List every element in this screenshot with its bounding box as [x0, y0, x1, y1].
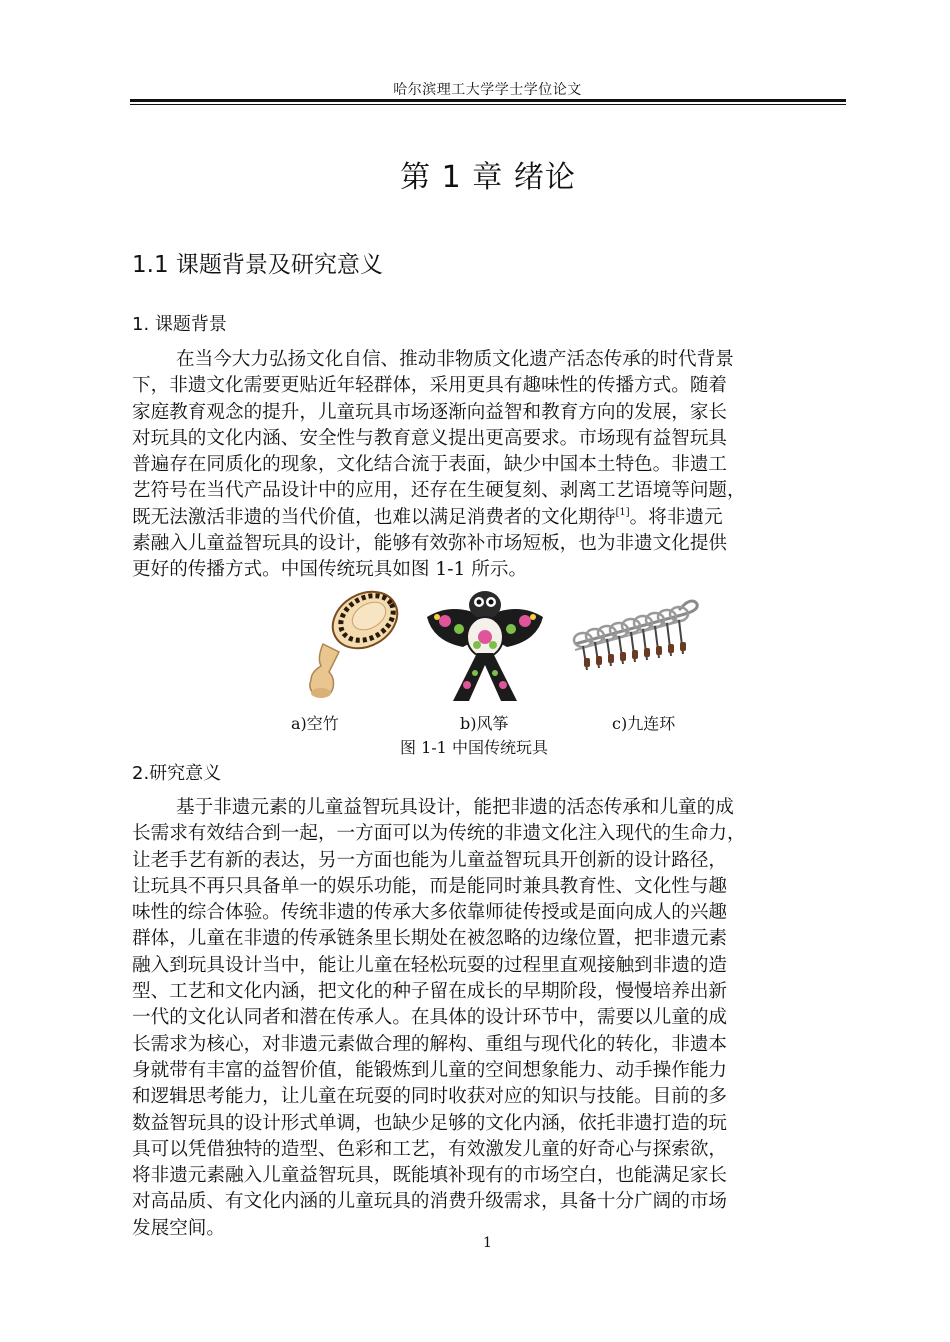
paragraph-line-tail: 。将非遗元 [629, 506, 723, 528]
diabolo-image [293, 580, 409, 702]
page-number: 1 [483, 1235, 492, 1251]
paragraph-line: 下，非遗文化需要更贴近年轻群体，采用更具有趣味性的传播方式。随着 [132, 375, 728, 397]
paragraph-line: 融入到玩具设计当中，能让儿童在轻松玩耍的过程里直观接触到非遗的造 [132, 954, 728, 976]
paragraph-line: 长需求为核心，对非遗元素做合理的解构、重组与现代化的转化，非遗本 [132, 1033, 728, 1055]
paragraph-line: 家庭教育观念的提升，儿童玩具市场逐渐向益智和教育方向的发展，家长 [132, 401, 728, 423]
caption-nine-linked-rings: c)九连环 [612, 714, 676, 733]
running-header: 哈尔滨理工大学学士学位论文 [393, 82, 582, 98]
paragraph-line: 身就带有丰富的益智价值，能锻炼到儿童的空间想象能力、动手操作能力 [132, 1059, 728, 1081]
paragraph-line: 型、工艺和文化内涵，把文化的种子留在成长的早期阶段，慢慢培养出新 [132, 981, 728, 1003]
paragraph-line: 发展空间。 [132, 1217, 225, 1239]
caption-diabolo: a)空竹 [291, 714, 339, 733]
paragraph-line: 将非遗元素融入儿童益智玩具，既能填补现有的市场空白，也能满足家长 [132, 1165, 728, 1187]
significance-heading: 2.研究意义 [132, 763, 222, 784]
paragraph-line: 普遍存在同质化的现象，文化结合流于表面，缺少中国本土特色。非遗工 [132, 454, 728, 476]
paragraph-line: 数益智玩具的设计形式单调，也缺少足够的文化内涵，依托非遗打造的玩 [132, 1112, 728, 1134]
paragraph-line: 基于非遗元素的儿童益智玩具设计，能把非遗的活态传承和儿童的成 [176, 797, 734, 818]
nine-linked-rings-image [567, 598, 703, 680]
paragraph-line [132, 505, 847, 531]
figure-title: 图 1-1 中国传统玩具 [400, 738, 548, 757]
paragraph-line: 味性的综合体验。传统非遗的传承大多依靠师徒传授或是面向成人的兴趣 [132, 902, 728, 924]
significance-paragraph [132, 795, 847, 1242]
paragraph-line: 让玩具不再只具备单一的娱乐功能，而是能同时兼具教育性、文化性与趣 [132, 875, 728, 897]
paragraph-line: 艺符号在当代产品设计中的应用，还存在生硬复刻、剥离工艺语境等问题， [132, 480, 746, 502]
paragraph-line: 让老手艺有新的表达，另一方面也能为儿童益智玩具开创新的设计路径， [132, 849, 728, 871]
paragraph-line: 群体，儿童在非遗的传承链条里长期处在被忽略的边缘位置，把非遗元素 [132, 928, 728, 950]
chapter-title: 第 1 章 绪论 [400, 160, 576, 195]
paragraph-line: 在当今大力弘扬文化自信、推动非物质文化遗产活态传承的时代背景 [176, 349, 734, 370]
paragraph-line: 更好的传播方式。中国传统玩具如图 1-1 所示。 [132, 559, 528, 581]
paragraph-line: 长需求有效结合到一起，一方面可以为传统的非遗文化注入现代的生命力， [132, 823, 746, 845]
section-title: 1.1 课题背景及研究意义 [132, 252, 383, 278]
citation-ref[interactable]: [1] [615, 506, 630, 518]
paragraph-line: 一代的文化认同者和潜在传承人。在具体的设计环节中，需要以儿童的成 [132, 1007, 728, 1029]
paragraph-line-text: 既无法激活非遗的当代价值，也难以满足消费者的文化期待 [132, 506, 616, 528]
paragraph-line: 素融入儿童益智玩具的设计，能够有效弥补市场短板，也为非遗文化提供 [132, 533, 728, 555]
paragraph-line: 和逻辑思考能力，让儿童在玩耍的同时收获对应的知识与技能。目前的多 [132, 1086, 728, 1108]
paragraph-line: 对玩具的文化内涵、安全性与教育意义提出更高要求。市场现有益智玩具 [132, 427, 728, 449]
kite-image [423, 581, 547, 705]
paragraph-line: 具可以凭借独特的造型、色彩和工艺，有效激发儿童的好奇心与探索欲， [132, 1138, 728, 1160]
background-paragraph [132, 347, 847, 584]
caption-kite: b)风筝 [460, 714, 509, 733]
background-heading: 1. 课题背景 [132, 314, 227, 335]
header-rule-thick [130, 99, 846, 102]
paragraph-line: 对高品质、有文化内涵的儿童玩具的消费升级需求，具备十分广阔的市场 [132, 1191, 728, 1213]
header-rule-thin [130, 104, 846, 105]
